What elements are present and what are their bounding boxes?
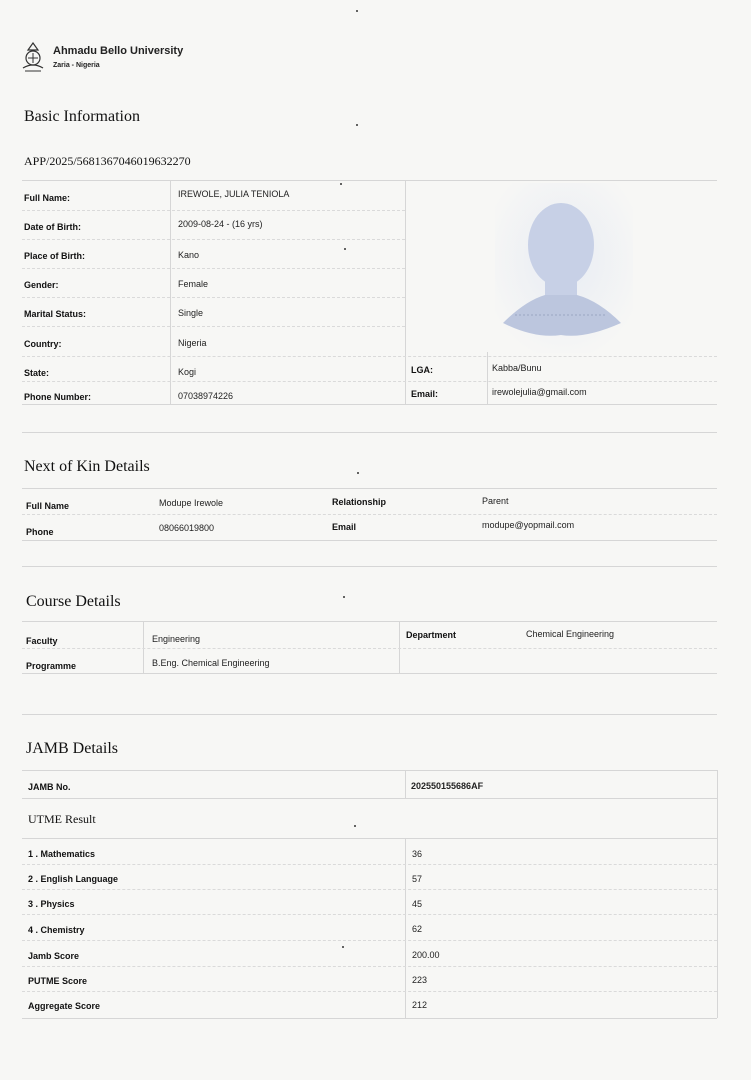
country-value: Nigeria <box>178 338 207 348</box>
dob-label: Date of Birth: <box>24 222 81 232</box>
department-value: Chemical Engineering <box>526 629 615 639</box>
department-label: Department <box>406 630 457 640</box>
email-value: irewolejulia@gmail.com <box>492 387 587 397</box>
full-name-value: IREWOLE, JULIA TENIOLA <box>178 189 290 199</box>
phone-value: 07038974226 <box>178 391 234 401</box>
course-details-title: Course Details <box>26 593 121 610</box>
aggregate-score-label: Aggregate Score <box>28 1001 101 1011</box>
dob-value: 2009-08-24 - (16 yrs) <box>178 219 263 229</box>
subject-2-label: 2 . English Language <box>28 874 119 884</box>
subject-1-label: 1 . Mathematics <box>28 849 96 859</box>
marital-status-value: Single <box>178 308 204 318</box>
jamb-no-label: JAMB No. <box>28 782 71 792</box>
jamb-no-value: 202550155686AF <box>411 781 484 791</box>
kin-phone-label: Phone <box>26 527 54 537</box>
jamb-details-title: JAMB Details <box>26 740 118 757</box>
kin-relationship-value: Parent <box>482 496 509 506</box>
subject-4-label: 4 . Chemistry <box>28 925 85 935</box>
subject-3-score: 45 <box>412 899 423 909</box>
phone-label: Phone Number: <box>24 392 92 402</box>
university-name: Ahmadu Bello University <box>53 45 184 57</box>
programme-value: B.Eng. Chemical Engineering <box>152 658 270 668</box>
gender-value: Female <box>178 279 209 289</box>
utme-result-title: UTME Result <box>28 812 96 826</box>
aggregate-score-value: 212 <box>412 1000 428 1010</box>
putme-score-label: PUTME Score <box>28 976 88 986</box>
kin-name-label: Full Name <box>26 501 70 511</box>
pob-label: Place of Birth: <box>24 251 86 261</box>
jamb-score-value: 200.00 <box>412 950 440 960</box>
kin-relationship-label: Relationship <box>332 497 387 507</box>
lga-label: LGA: <box>411 365 433 375</box>
passport-photo <box>495 183 633 353</box>
faculty-value: Engineering <box>152 634 201 644</box>
jamb-score-label: Jamb Score <box>28 951 80 961</box>
state-label: State: <box>24 368 50 378</box>
lga-value: Kabba/Bunu <box>492 363 542 373</box>
application-number: APP/2025/5681367046019632270 <box>24 154 191 168</box>
basic-info-title: Basic Information <box>24 108 140 125</box>
kin-email-label: Email <box>332 522 357 532</box>
subject-3-label: 3 . Physics <box>28 899 75 909</box>
putme-score-value: 223 <box>412 975 428 985</box>
subject-1-score: 36 <box>412 849 423 859</box>
next-of-kin-title: Next of Kin Details <box>24 458 150 475</box>
full-name-label: Full Name: <box>24 193 71 203</box>
state-value: Kogi <box>178 367 197 377</box>
kin-email-value: modupe@yopmail.com <box>482 520 575 530</box>
faculty-label: Faculty <box>26 636 58 646</box>
email-label: Email: <box>411 389 439 399</box>
university-location: Zaria - Nigeria <box>53 62 100 69</box>
subject-4-score: 62 <box>412 924 423 934</box>
university-logo <box>20 42 46 72</box>
programme-label: Programme <box>26 661 77 671</box>
kin-name-value: Modupe Irewole <box>159 498 224 508</box>
pob-value: Kano <box>178 250 200 260</box>
country-label: Country: <box>24 339 62 349</box>
gender-label: Gender: <box>24 280 59 290</box>
kin-phone-value: 08066019800 <box>159 523 215 533</box>
marital-status-label: Marital Status: <box>24 309 87 319</box>
subject-2-score: 57 <box>412 874 423 884</box>
